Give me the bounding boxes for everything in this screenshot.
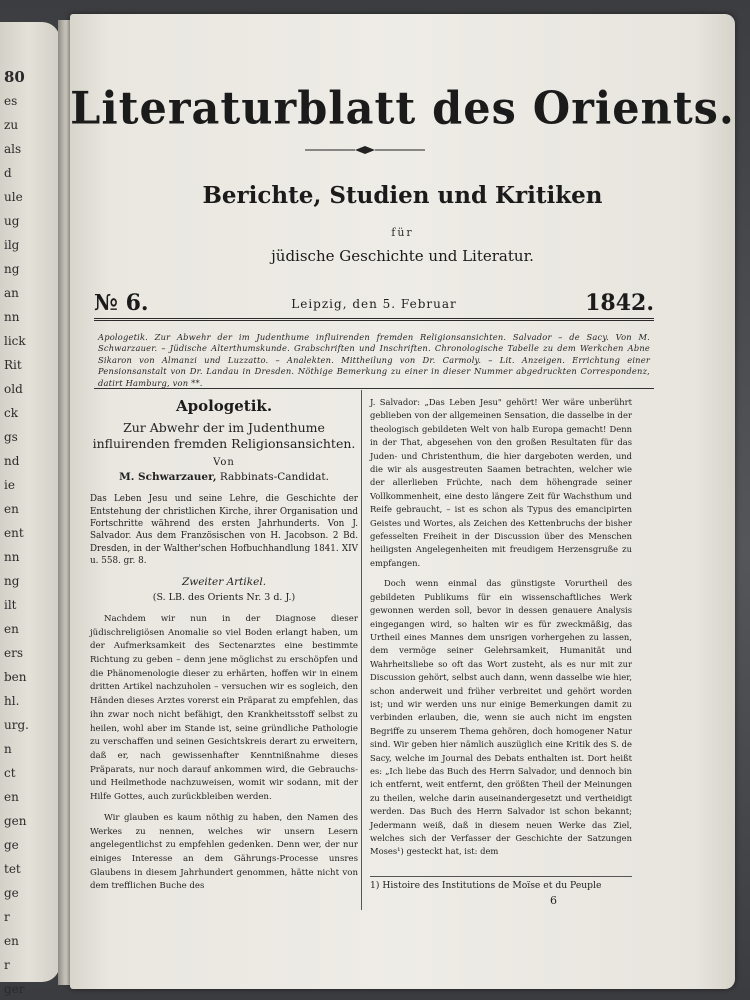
left-page-fragment: en (4, 622, 19, 636)
right-column (370, 396, 632, 866)
left-page-fragment: ers (4, 646, 23, 660)
left-page-fragment: en (4, 502, 19, 516)
left-page-fragment: ge (4, 838, 19, 852)
paragraph: Doch wenn einmal das günstigste Vorurtheil des gebildeten Publikums für ein wissenschaftliches Werk gewonnen werden soll, bevor in dessen genauere Analysis eingegangen wird, so halten wir es für zweckmäßig, das Urtheil eines Mannes dem unsrigen vorhergehen zu lassen, dem vermöge seiner Gelehrsamkeit, Humanität und Wahrheitsliebe so oft das Wort zusteht, als es nur mit zur Discussion gehört, selbst auch dann, wenn dasselbe wie hier, schon anderweit und früher verbreitet und gehört worden ist; und wir werden uns nur einige Bemerkungen damit zu verbinden erlauben, die, wenn sie auch nicht im engsten Begriffe zu unserem Thema gehören, doch homogener Natur sind. Wir geben hier nämlich auszüglich eine Kritik des S. de Sacy, welche im Journal des Debats enthalten ist. Dort heißt es: „Ich liebe das Buch des Herrn Salvador, und dennoch bin ich entfernt, weit entfernt, den größten Theil der Meinungen zu theilen, welche darin auseinandergesetzt und vertheidigt werden. Das Buch des Herrn Salvador ist schon bekannt; Jedermann weiß, daß in diesem neuen Werke das Ziel, welches sich der Verfasser der Geschichte der Satzungen Moses¹) gesteckt hat, ist: dem (370, 578, 632, 857)
left-page-fragment: nn (4, 310, 20, 324)
left-page-fragment: hl. (4, 694, 20, 708)
left-page-fragment: ent (4, 526, 24, 540)
left-page-fragment: ug (4, 214, 20, 228)
left-column (90, 396, 358, 901)
left-page-fragment: als (4, 142, 22, 156)
article-part-label: Zweiter Artikel. (181, 575, 267, 588)
masthead-subtitle: Berichte, Studien und Kritiken (202, 182, 603, 209)
left-page-fragment: ilg (4, 238, 20, 252)
left-page-fragment: ule (4, 190, 23, 204)
left-page-fragment: r (4, 910, 10, 924)
left-page-fragment: ct (4, 766, 16, 780)
issue-date: Leipzig, den 5. Februar (291, 297, 457, 311)
paragraph: Nachdem wir nun in der Diagnose dieser jüdischreligiösen Anomalie so viel Boden erlangt haben, um der Aufmerksamkeit des Sectenarztes eine bestimmte Richtung zu geben – denn jene möglichst zu erschöpfen und die Phänomenologie dieser zu erhärten, hoffen wir in einem dritten Artikel nachzuholen – versuchen wir es sogleich, den Händen dieses Arztes vorerst ein Präparat zu empfehlen, das ihn zwar noch nicht befähigt, den Krankheitsstoff selbst zu heilen, wohl aber im Stande ist, seine gründliche Pathologie zu verschaffen und seinen Gesichtskreis derart zu erweitern, daß er, nach gewissenhafter Kenntnißnahme dieses Präparats, nur noch darauf ankommen wird, die Gebrauchs- und Heilmethode nachzuweisen, womit wir sodann, mit der Hilfe Gottes, auch zurückbleiben werden. (90, 613, 358, 803)
left-page-fragment: ie (4, 478, 15, 492)
left-page-fragment: gen (4, 814, 27, 828)
author-name: M. Schwarzauer, (119, 471, 217, 484)
article-reference: (S. LB. des Orients Nr. 3 d. J.) (152, 592, 296, 604)
left-page-fragment: an (4, 286, 19, 300)
left-page-fragment: ng (4, 574, 20, 588)
issue-number: № 6. (94, 290, 149, 316)
left-page-fragment: old (4, 382, 23, 396)
masthead-subject: jüdische Geschichte und Literatur. (271, 247, 534, 265)
left-page-fragment: en (4, 934, 19, 948)
left-page-fragment: ben (4, 670, 27, 684)
footnote-rule (370, 876, 632, 877)
left-page-fragment: r (4, 958, 10, 972)
left-page-fragment: tet (4, 862, 21, 876)
masthead-title: Literaturblatt des Orients. (70, 82, 735, 136)
issue-line (94, 290, 654, 316)
bibliographic-note: Das Leben Jesu und seine Lehre, die Geschichte der Entstehung der christlichen Kirche, ihrer Organisation und Fortschritte während des ersten Jahrhunderts. Von J. Salvador. Aus dem Französischen von H. Jacobson. 2 Bd. Dresden, in der Walther'schen Hofbuchhandlung 1841. XIV u. 558. gr. 8. (90, 494, 358, 567)
left-page-fragment: 80 (4, 68, 25, 86)
author-role: Rabbinats-Candidat. (219, 471, 329, 484)
page-number: 6 (550, 894, 557, 907)
left-page-fragment: n (4, 742, 12, 756)
contents-rule (94, 388, 654, 389)
article-von: Von (213, 456, 235, 468)
left-page-fragment: d (4, 166, 12, 180)
left-page-fragment: ck (4, 406, 18, 420)
left-page-fragment: urg. (4, 718, 29, 732)
left-page-fragment: ng (4, 262, 20, 276)
left-page-fragment: en (4, 790, 19, 804)
section-heading: Apologetik. (175, 397, 273, 415)
column-divider (361, 390, 362, 910)
newspaper-page (70, 14, 735, 989)
masthead-fuer: für (391, 226, 414, 239)
issue-year: 1842. (585, 290, 654, 316)
paragraph: J. Salvador: „Das Leben Jesu" gehört! Wer wäre unberührt geblieben von der allgemeinen Sensation, die dasselbe in der theologisch gebildeten Welt von halb Europa gemacht! Denn in der That, abgesehen von den großen Resultaten für das Juden- und Christenthum, die hier dargeboten werden, und die wir als ausgestreuten Saamen betrachten, welcher wie der allerlieben Früchte, nach dem höhengrade seiner Vollkommenheit, eine desto längere Zeit für Wachsthum und Reife gebraucht, – ist es schon als Typus des emancipirten Geistes und Wortes, als Zeichen des Kettenbruchs der bisher gefesselten Freiheit in der Discussion über des Menschen heiligsten Angelegenheiten mit freudigem Herzensgruße zu empfangen. (370, 397, 632, 568)
left-page-fragment: ge (4, 886, 19, 900)
left-page-edge (0, 22, 60, 996)
paragraph: Wir glauben es kaum nöthig zu haben, den Namen des Werkes zu nennen, welches wir unsern Lesern angelegentlichst zu empfehlen gedenken. Denn wer, der nur einiges Interesse an dem Gährungs-Processe unsres Glaubens in diesem Jahrhundert genommen, hätte nicht von dem trefflichen Buche des (90, 812, 358, 892)
left-page-fragment: es (4, 94, 18, 108)
left-page-fragment: nd (4, 454, 20, 468)
left-page-fragment: zu (4, 118, 19, 132)
left-page-fragment: nn (4, 550, 20, 564)
header-rule (94, 318, 654, 321)
article-author (90, 471, 358, 485)
left-page-fragment: Rit (4, 358, 22, 372)
article-title: Zur Abwehr der im Judenthume influirenden fremden Religionsansichten. (92, 419, 356, 451)
left-page-fragment: ilt (4, 598, 17, 612)
left-page-fragment: gs (4, 430, 18, 444)
left-page-fragment: lick (4, 334, 26, 348)
ornament-divider (305, 145, 425, 155)
footnote: 1) Histoire des Institutions de Moïse et du Peuple (370, 880, 602, 891)
table-of-contents: Apologetik. Zur Abwehr der im Judenthume influirenden fremden Religionsansichten. Salvador – de Sacy. Von M. Schwarzauer. – Jüdische Alterthumskunde. Grabschriften und Inschriften. Chronologische Tabelle zu dem Werkchen Abne Sikaron von Almanzi und Luzzatto. – Analekten. Mittheilung von Dr. Carmoly. – Lit. Anzeigen. Errichtung einer Pensionsanstalt von Dr. Landau in Dresden. Nöthige Bemerkung zu einer in dieser Nummer abgedruckten Correspondenz, datirt Hamburg, von **. (98, 332, 650, 388)
left-page-fragment: ger (4, 982, 25, 996)
